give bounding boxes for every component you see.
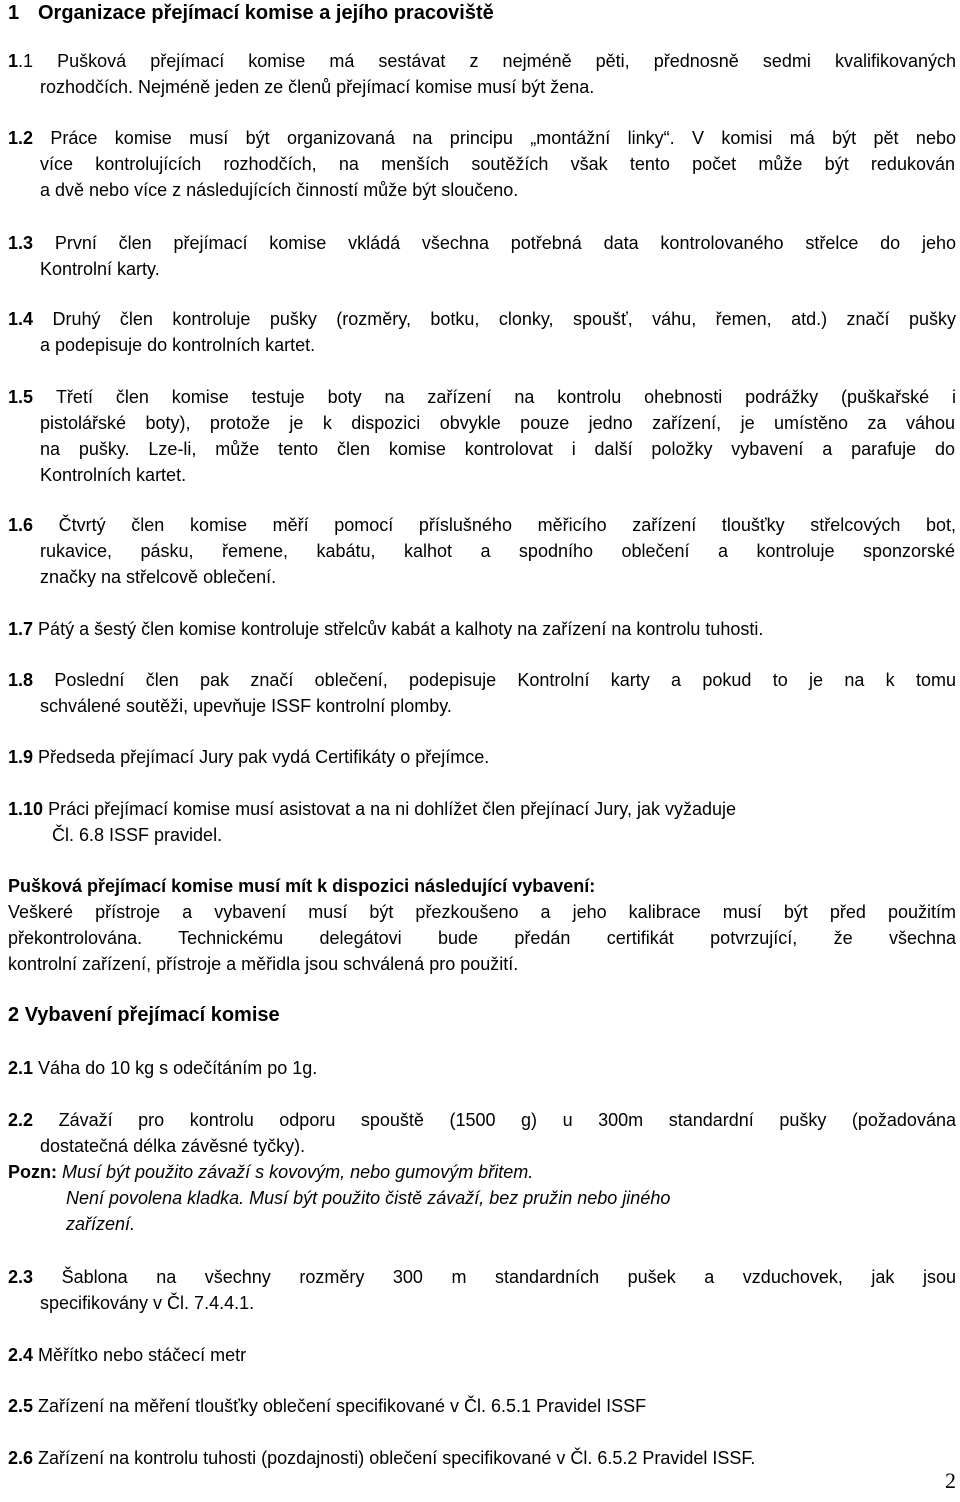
paragraph-line: pistolářské boty), protože je k dispozici obvykle pouze jedno zařízení, je umístěno za váhou (40, 413, 955, 433)
item-number-rest: .1 (18, 51, 34, 71)
paragraph-1-9 (0, 744, 960, 770)
paragraph-1-10 (0, 796, 960, 848)
line-text: Zařízení na měření tloušťky oblečení specifikované v Čl. 6.5.1 Pravidel ISSF (38, 1396, 647, 1416)
line-text: Závaží pro kontrolu odporu spouště (1500 g) u 300m standardní pušky (požadována (58, 1110, 956, 1130)
paragraph-line (0, 306, 956, 332)
paragraph-1-5 (0, 384, 960, 488)
paragraph-line (0, 1055, 960, 1081)
line-text: Šablona na všechny rozměry 300 m standardních pušek a vzduchovek, jak jsou (61, 1267, 956, 1287)
item-number-rest: 6 (23, 515, 34, 535)
item-number-rest: 5 (23, 387, 34, 407)
paragraph-line: kontrolní zařízení, přístroje a měřidla jsou schválená pro použití. (8, 954, 519, 974)
item-number: 2. (8, 1267, 24, 1287)
paragraph-line: Čl. 6.8 ISSF pravidel. (52, 825, 223, 845)
section-2-heading (0, 1002, 960, 1028)
item-number-rest: 2 (23, 1110, 34, 1130)
item-number: 1. (8, 387, 24, 407)
item-number: 1. (8, 747, 24, 767)
paragraph-2-3 (0, 1264, 960, 1316)
paragraph-line: a dvě nebo více z následujících činností může být sloučeno. (40, 180, 519, 200)
line-text: Druhý člen kontroluje pušky (rozměry, botku, clonky, spoušť, váhu, řemen, atd.) značí pušky (52, 309, 956, 329)
item-number: 2. (8, 1058, 24, 1078)
paragraph-line (0, 1342, 960, 1368)
paragraph-line: dostatečná délka závěsné tyčky). (40, 1136, 306, 1156)
paragraph-1-2 (0, 125, 960, 203)
equipment-note (0, 873, 960, 977)
item-number: 1. (8, 128, 24, 148)
note-label: Pozn: (8, 1162, 57, 1182)
item-number-rest: 4 (23, 1345, 34, 1365)
paragraph-line: Kontrolních kartet. (40, 465, 187, 485)
item-number-rest: 5 (23, 1396, 34, 1416)
paragraph-line: rozhodčích. Nejméně jeden ze členů přejímací komise musí být žena. (40, 77, 595, 97)
paragraph-line (0, 230, 956, 256)
paragraph-2-2 (0, 1107, 960, 1159)
paragraph-line: více kontrolujících rozhodčích, na menších soutěžích však tento počet může být redukován (40, 154, 955, 174)
paragraph-line: Veškeré přístroje a vybavení musí být přezkoušeno a jeho kalibrace musí být před použitím (8, 902, 956, 922)
item-number: 2. (8, 1448, 24, 1468)
line-text: Třetí člen komise testuje boty na zařízení na kontrolu ohebnosti podrážky (puškařské i (55, 387, 956, 407)
line-text: Měřítko nebo stáčecí metr (38, 1345, 247, 1365)
item-number-rest: 1 (23, 1058, 34, 1078)
paragraph-line (0, 48, 956, 74)
item-number: 1 (8, 51, 19, 71)
note-line (0, 1159, 960, 1185)
item-number: 1. (8, 799, 24, 819)
item-number-rest: 9 (23, 747, 34, 767)
section-title: Organizace přejímací komise a jejího pracoviště (38, 2, 494, 24)
paragraph-line (0, 125, 956, 151)
note-line: Není povolena kladka. Musí být použito čistě závaží, bez pružin nebo jiného (66, 1188, 671, 1208)
line-text: Zařízení na kontrolu tuhosti (pozdajnosti) oblečení specifikované v Čl. 6.5.2 Pravidel ISSF. (38, 1448, 756, 1468)
item-number-rest: 2 (23, 128, 34, 148)
line-text: Čtvrtý člen komise měří pomocí příslušného měřicího zařízení tloušťky střelcových bot, (58, 515, 956, 535)
line-text: Předseda přejímací Jury pak vydá Certifikáty o přejímce. (38, 747, 490, 767)
paragraph-2-5 (0, 1393, 960, 1419)
line-text: První člen přejímací komise vkládá všechna potřebná data kontrolovaného střelce do jeho (54, 233, 956, 253)
item-number-rest: 7 (23, 619, 34, 639)
line-text: Práce komise musí být organizovaná na principu „montážní linky“. V komisi má být pět nebo (50, 128, 956, 148)
note-line: zařízení. (66, 1214, 136, 1234)
paragraph-2-6 (0, 1445, 960, 1471)
paragraph-line: a podepisuje do kontrolních kartet. (40, 335, 316, 355)
item-number-rest: 4 (23, 309, 34, 329)
page-number: 2 (945, 1468, 956, 1493)
item-number: 1. (8, 309, 24, 329)
paragraph-line: značky na střelcově oblečení. (40, 567, 277, 587)
line-text: Pátý a šestý člen komise kontroluje střelcův kabát a kalhoty na zařízení na kontrolu tuhosti. (38, 619, 764, 639)
paragraph-line (0, 796, 960, 822)
item-number-rest: 6 (23, 1448, 34, 1468)
line-text: Váha do 10 kg s odečítáním po 1g. (38, 1058, 318, 1078)
paragraph-line: překontrolována. Technickému delegátovi bude předán certifikát potvrzující, že všechna (8, 928, 956, 948)
equipment-heading: Pušková přejímací komise musí mít k dispozici následující vybavení: (8, 876, 596, 896)
section-number: 2 (8, 1004, 20, 1026)
paragraph-2-1 (0, 1055, 960, 1081)
paragraph-line: Kontrolní karty. (40, 259, 160, 279)
item-number-rest: 3 (23, 1267, 34, 1287)
paragraph-line: rukavice, pásku, řemene, kabátu, kalhot a spodního oblečení a kontroluje sponzorské (40, 541, 955, 561)
item-number-rest: 10 (23, 799, 44, 819)
item-number: 1. (8, 515, 24, 535)
paragraph-line (0, 512, 956, 538)
paragraph-line (0, 384, 956, 410)
line-text: Poslední člen pak značí oblečení, podepisuje Kontrolní karty a pokud to je na k tomu (54, 670, 956, 690)
paragraph-line (0, 1264, 956, 1290)
item-number-rest: 8 (23, 670, 34, 690)
paragraph-1-7 (0, 616, 960, 642)
line-text: Práci přejímací komise musí asistovat a na ni dohlížet člen přejínací Jury, jak vyžaduje (48, 799, 737, 819)
item-number: 1. (8, 619, 24, 639)
section-1-heading (0, 0, 960, 26)
note-text: Musí být použito závaží s kovovým, nebo gumovým břitem. (62, 1162, 534, 1182)
paragraph-2-4 (0, 1342, 960, 1368)
paragraph-1-8 (0, 667, 960, 719)
paragraph-line (0, 1445, 960, 1471)
paragraph-1-1 (0, 48, 960, 100)
section-title: Vybavení přejímací komise (24, 1004, 280, 1026)
paragraph-line (0, 744, 960, 770)
item-number: 1. (8, 233, 24, 253)
line-text: Pušková přejímací komise má sestávat z nejméně pěti, přednosně sedmi kvalifikovaných (57, 51, 956, 71)
note-block (0, 1159, 960, 1237)
paragraph-line: schválené soutěži, upevňuje ISSF kontrolní plomby. (40, 696, 452, 716)
paragraph-1-3 (0, 230, 960, 282)
paragraph-line: specifikovány v Čl. 7.4.4.1. (40, 1293, 255, 1313)
paragraph-line (0, 1393, 960, 1419)
paragraph-line: na pušky. Lze-li, může tento člen komise kontrolovat i další položky vybavení a parafuje do (40, 439, 955, 459)
item-number: 1. (8, 670, 24, 690)
paragraph-line (0, 667, 956, 693)
section-number: 1 (8, 2, 20, 24)
paragraph-1-6 (0, 512, 960, 590)
paragraph-1-4 (0, 306, 960, 358)
item-number: 2. (8, 1110, 24, 1130)
item-number: 2. (8, 1345, 24, 1365)
paragraph-line (0, 1107, 956, 1133)
paragraph-line (0, 616, 960, 642)
item-number-rest: 3 (23, 233, 34, 253)
item-number: 2. (8, 1396, 24, 1416)
